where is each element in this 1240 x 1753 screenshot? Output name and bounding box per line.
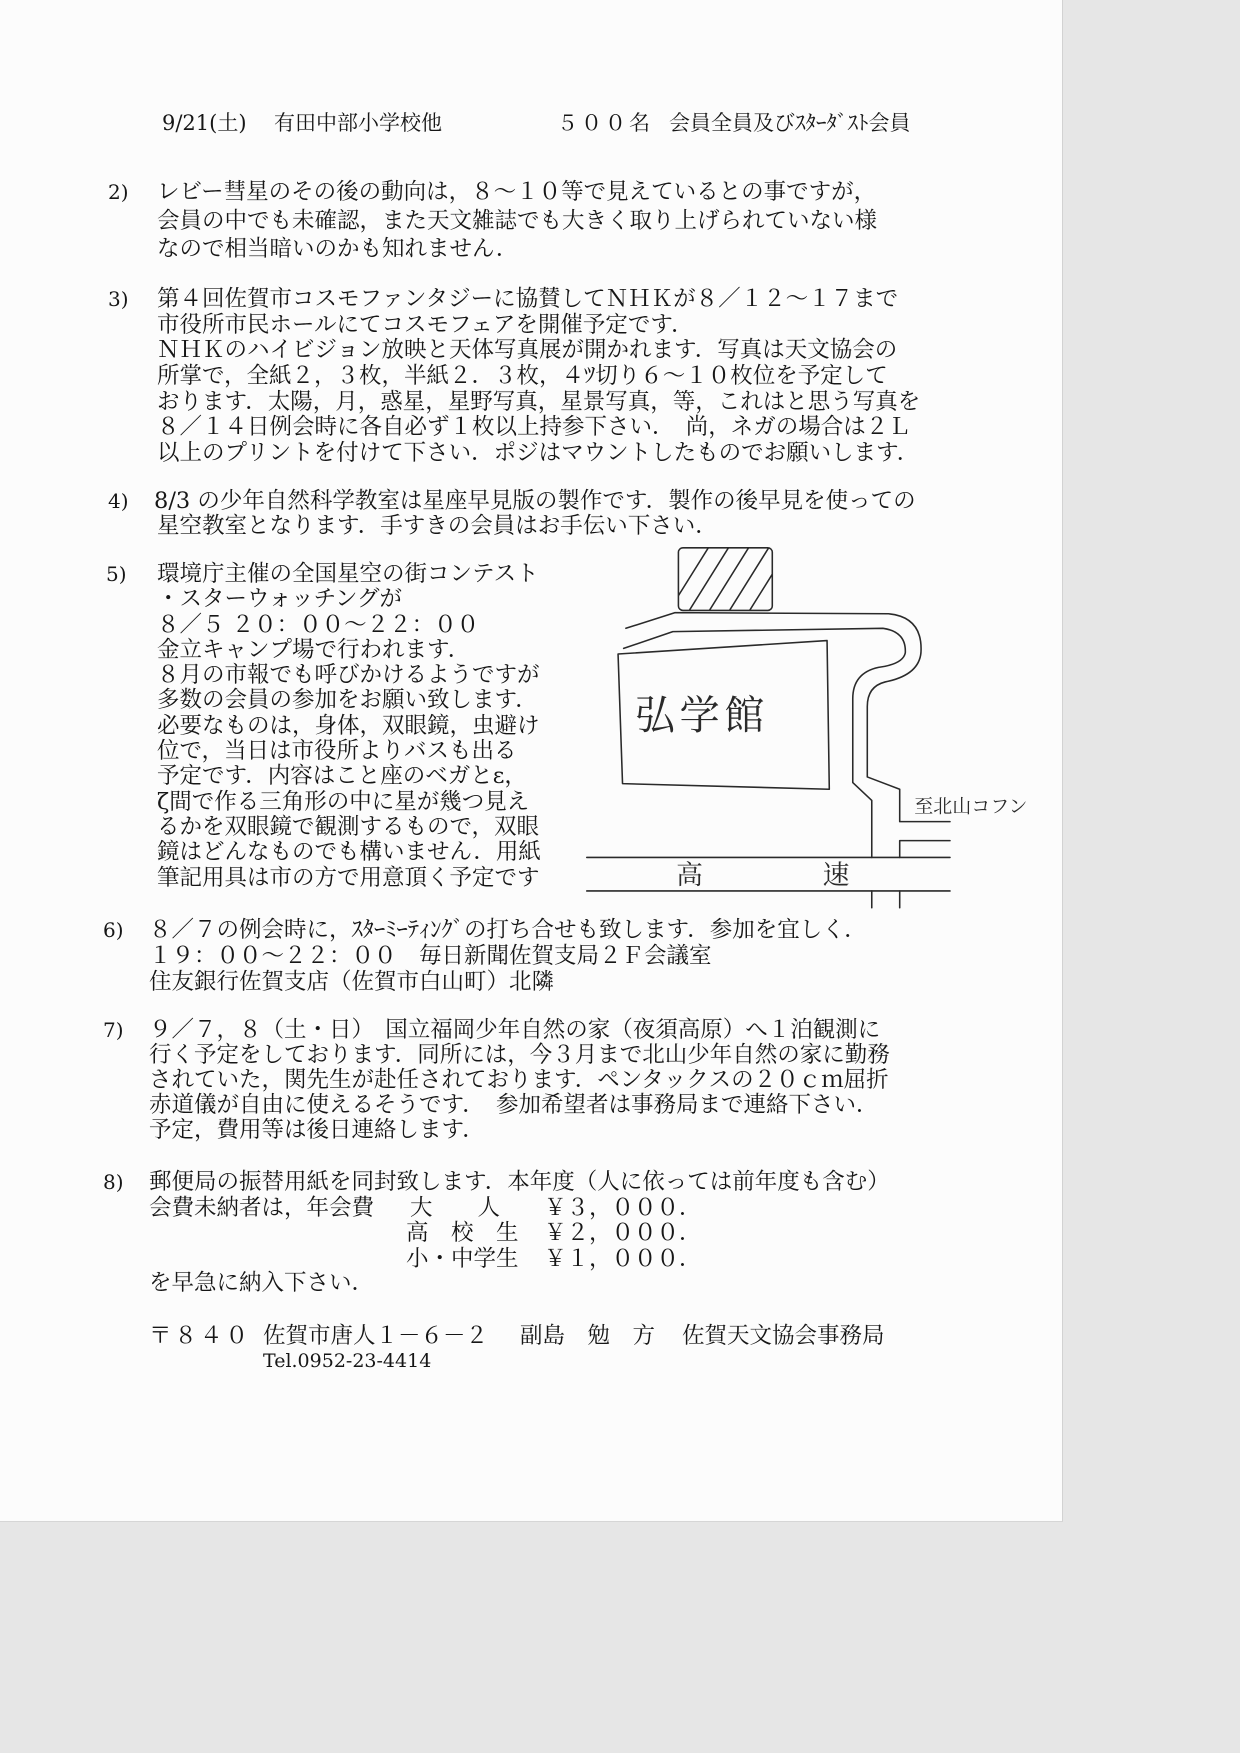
text-line: ８／５ ２０：００～２２：００ <box>157 611 480 638</box>
fee-category-adult: 大 人 <box>410 1194 501 1221</box>
fee-closing: を早急に納入下さい． <box>149 1270 375 1296</box>
text-line: 郵便局の振替用紙を同封致します．本年度（人に依っては前年度も含む） <box>149 1169 890 1195</box>
telephone: Tel.0952-23-4414 <box>263 1350 432 1372</box>
text-line: ８／１４日例会時に各自必ず１枚以上持参下さい． 尚，ネガの場合は２Ｌ <box>157 414 911 441</box>
fee-intro: 会費未納者は，年会費 <box>149 1194 375 1221</box>
campus-map <box>580 540 1028 920</box>
text-line: されていた，関先生が赴任されております．ペンタックスの２０ｃｍ屈折 <box>149 1067 889 1093</box>
text-line: ζ間で作る三角形の中に星が幾つ見え <box>157 788 530 815</box>
text-line: ８月の市報でも呼びかけるようですが <box>157 662 540 689</box>
event-date: 9/21(土) <box>162 111 247 135</box>
item-number: 3) <box>108 287 129 311</box>
organization-name: 佐賀天文協会事務局 <box>682 1323 885 1349</box>
text-line: 第４回佐賀市コスモファンタジーに協賛してＮＨＫが８／１２～１７まで <box>157 286 899 312</box>
text-line: おります．太陽，月，惑星，星野写真，星景写真，等，これはと思う写真を <box>157 388 921 415</box>
text-line: 赤道儀が自由に使えるそうです． 参加希望者は事務局まで連絡下さい． <box>149 1092 879 1118</box>
postal-code: 〒８４０ <box>149 1323 252 1349</box>
road-inner-edge <box>624 628 906 857</box>
participant-count: ５００名 <box>557 111 653 135</box>
item-number: 8) <box>103 1170 124 1194</box>
text-line: 8/3 の少年自然科学教室は星座早見版の製作です．製作の後早見を使っての <box>154 488 916 514</box>
hatched-building <box>678 548 772 611</box>
fee-amount-adult: ￥３，０００． <box>544 1194 702 1221</box>
text-line: ・スターウォッチングが <box>157 586 403 613</box>
fee-amount-elementary-middle: ￥１，０００． <box>544 1245 702 1272</box>
text-line: 市役所市民ホールにてコスモフェアを開催予定です． <box>157 311 694 338</box>
text-line: ８／７の例会時に，ｽﾀｰﾐｰﾃｨﾝｸﾞの打ち合せも致します．参加を宜しく． <box>149 917 867 943</box>
fee-category-elementary-middle: 小・中学生 <box>406 1245 519 1272</box>
text-line: 以上のプリントを付けて下さい．ポジはマウントしたものでお願いします． <box>157 440 920 467</box>
side-road-edge <box>900 841 950 858</box>
item-number: 2) <box>108 180 129 204</box>
text-line: るかを双眼鏡で観測するもので，双眼 <box>157 813 540 840</box>
text-line: １９：００～２２：００ 毎日新聞佐賀支局２Ｆ会議室 <box>149 943 712 969</box>
text-line: ９／７，８（土・日） 国立福岡少年自然の家（夜須高原）へ１泊観測に <box>149 1017 881 1043</box>
text-line: 鏡はどんなものでも構いません．用紙 <box>157 839 541 866</box>
text-line: 位で，当日は市役所よりバスも出る <box>157 738 517 765</box>
item-number: 6) <box>103 918 124 942</box>
item-number: 5) <box>106 562 127 586</box>
care-of: 副島 勉 方 <box>520 1323 656 1349</box>
event-place: 有田中部小学校他 <box>274 111 442 135</box>
item-8 <box>0 1170 1062 1300</box>
text-line: 予定です．内容はこと座のベガとε， <box>157 763 527 790</box>
participant-group: 会員全員及びｽﾀｰﾀﾞｽﾄ会員 <box>669 111 911 135</box>
highway-label: 高速 <box>676 860 850 892</box>
text-line: 会員の中でも未確認，また天文雑誌でも大きく取り上げられていない様 <box>157 207 878 234</box>
item-number: 4) <box>108 489 129 513</box>
direction-label: 至北山コフン <box>914 795 1028 818</box>
text-line: 行く予定をしております．同所には，今３月まで北山少年自然の家に勤務 <box>149 1042 890 1068</box>
text-line: なので相当暗いのかも知れません． <box>157 236 519 262</box>
text-line: 所掌で，全紙２，３枚，半紙２．３枚，４ﾂ切り６～１０枚位を予定して <box>157 363 888 390</box>
text-line: 多数の会員の参加をお願い致します． <box>157 687 538 714</box>
text-line: 予定，費用等は後日連絡します． <box>149 1117 485 1143</box>
building-label: 弘学館 <box>634 692 769 739</box>
address: 佐賀市唐人１－６－２ <box>263 1323 489 1349</box>
text-line: 星空教室となります．手すきの会員はお手伝い下さい． <box>157 513 718 539</box>
text-line: 筆記用具は市の方で用意頂く予定です <box>157 864 540 891</box>
text-line: 必要なものは，身体，双眼鏡，虫避け <box>157 712 540 739</box>
item-number: 7) <box>103 1018 124 1042</box>
text-line: 環境庁主催の全国星空の街コンテスト <box>157 561 539 587</box>
fee-amount-high-school: ￥２，０００． <box>544 1220 702 1246</box>
text-line: ＮＨＫのハイビジョン放映と天体写真展が開かれます．写真は天文協会の <box>157 337 898 364</box>
text-line: レビー彗星のその後の動向は，８～１０等で見えているとの事ですが， <box>157 179 877 205</box>
text-line: 住友銀行佐賀支店（佐賀市白山町）北隣 <box>149 969 555 995</box>
fee-category-high-school: 高 校 生 <box>406 1220 519 1246</box>
text-line: 金立キャンプ場で行われます． <box>157 636 471 663</box>
